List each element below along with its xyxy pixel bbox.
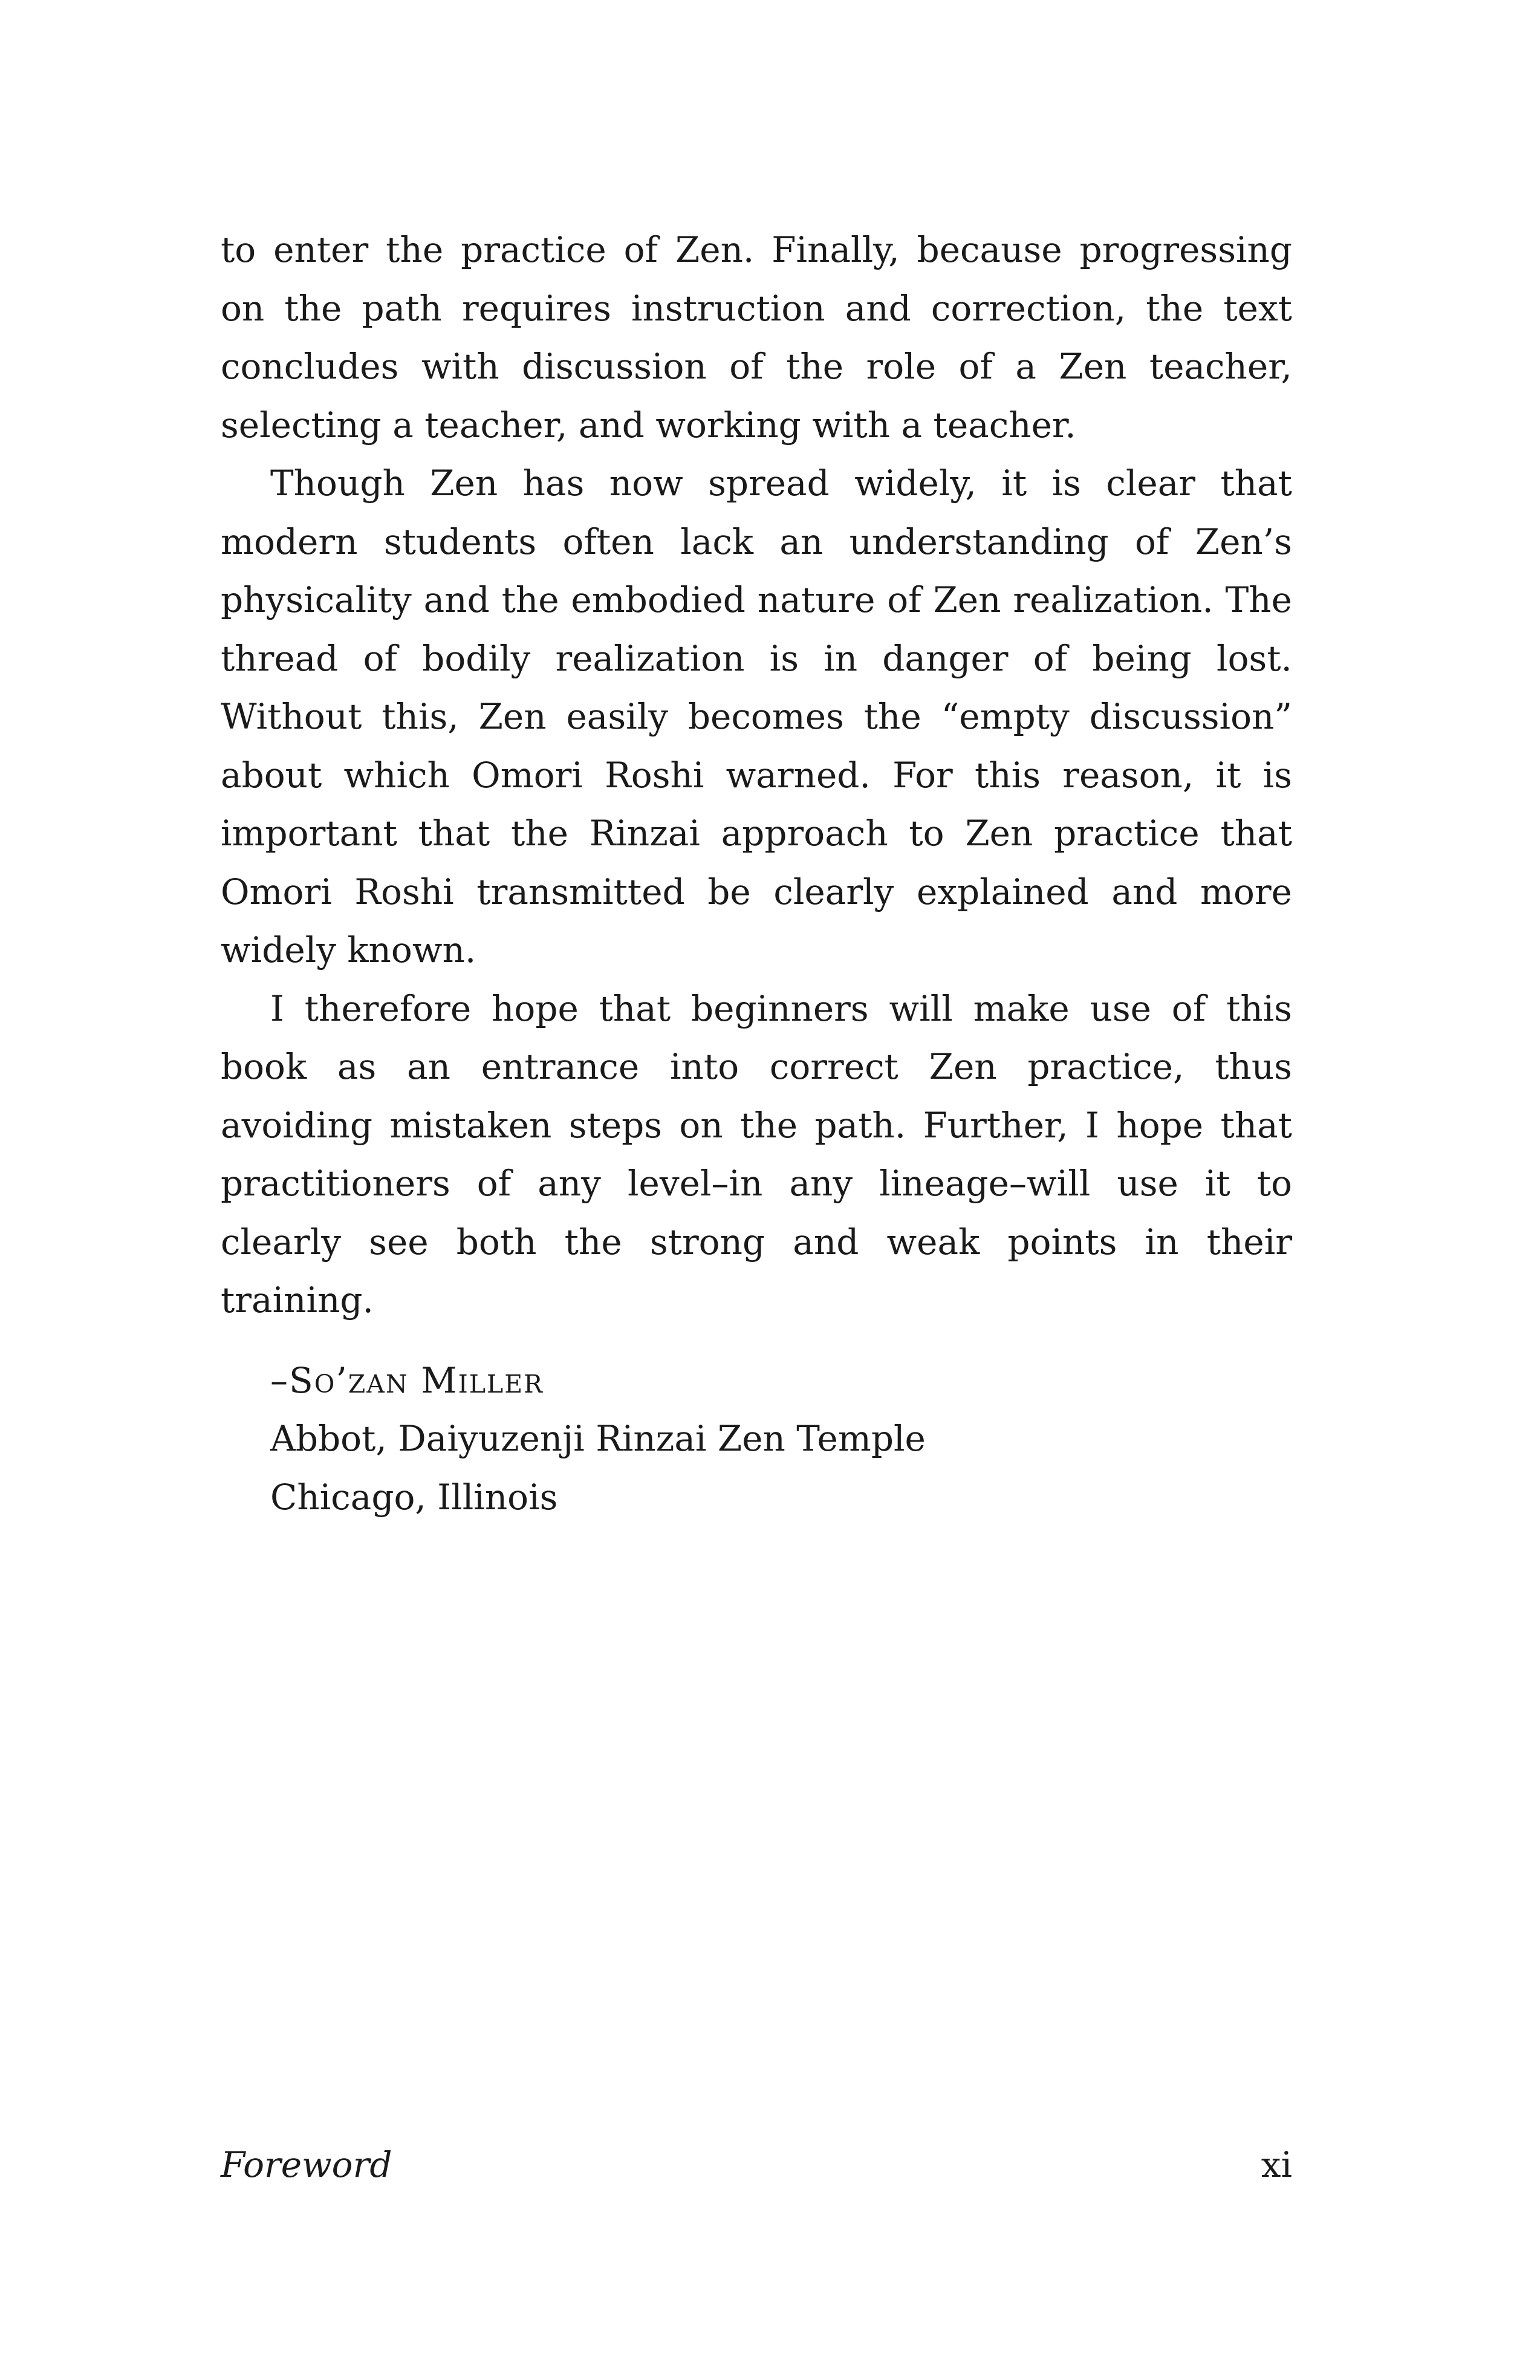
page-number: xi [1261,2144,1292,2185]
author-name: –So’zan Miller [270,1359,544,1401]
paragraph-continued: to enter the practice of Zen. Finally, because progressing on the path requires instruction and correction, the text concludes with discussion of the role of a Zen teacher, selecting a teacher, and working with a teacher. [221,229,1292,446]
running-footer-section: Foreword [221,2144,392,2185]
signature-block [221,1351,1292,1527]
main-text [221,221,1292,1526]
author-location: Chicago, Illinois [270,1476,558,1518]
paragraph: Though Zen has now spread widely, it is clear that modern students often lack an understanding of Zen’s physicality and the embodied nature of Zen realization. The thread of bodily realization is in danger of being lost. Without this, Zen easily becomes the “empty discussion” about which Omori Roshi warned. For this reason, it is important that the Rinzai approach to Zen practice that Omori Roshi transmitted be clearly explained and more widely known. [221,463,1292,971]
paragraph: I therefore hope that beginners will make use of this book as an entrance into correct Zen practice, thus avoiding mistaken steps on the path. Further, I hope that practitioners of any level–in any lineage–will use it to clearly see both the strong and weak points in their training. [221,987,1292,1321]
author-title: Abbot, Daiyuzenji Rinzai Zen Temple [270,1418,926,1459]
page-footer [221,2141,1292,2189]
